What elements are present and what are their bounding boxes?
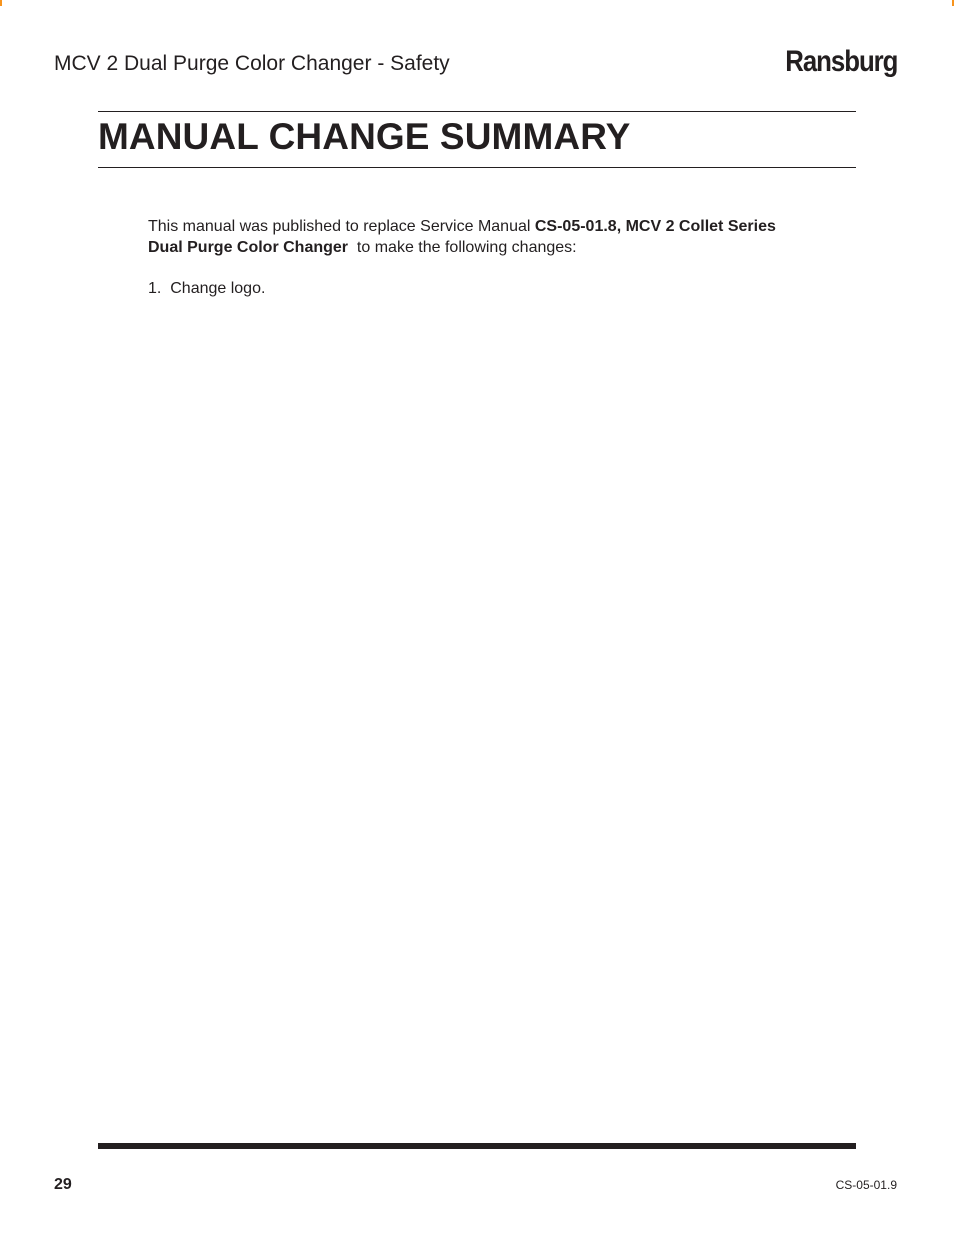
intro-paragraph <box>148 216 808 258</box>
ransburg-logo: Ransburg <box>784 45 897 78</box>
page-number: 29 <box>54 1176 72 1193</box>
list-item: 1. Change logo. <box>148 280 266 297</box>
document-code: CS-05-01.9 <box>835 1178 897 1192</box>
intro-text-before: This manual was published to replace Service Manual <box>148 218 535 235</box>
crop-mark-left <box>0 0 2 6</box>
heading-rule-bottom <box>98 167 856 168</box>
intro-text-after: to make the following changes: <box>348 239 577 256</box>
page-title: MANUAL CHANGE SUMMARY <box>98 116 631 157</box>
heading-rule-top <box>98 111 856 112</box>
footer-rule <box>98 1143 856 1149</box>
replaced-manual-reference: CS-05-01.8, MCV 2 Collet Series Dual Purge Color Changer <box>148 218 776 256</box>
running-header-title: MCV 2 Dual Purge Color Changer - Safety <box>54 52 450 75</box>
change-summary-body <box>148 216 808 299</box>
change-list <box>148 278 808 299</box>
